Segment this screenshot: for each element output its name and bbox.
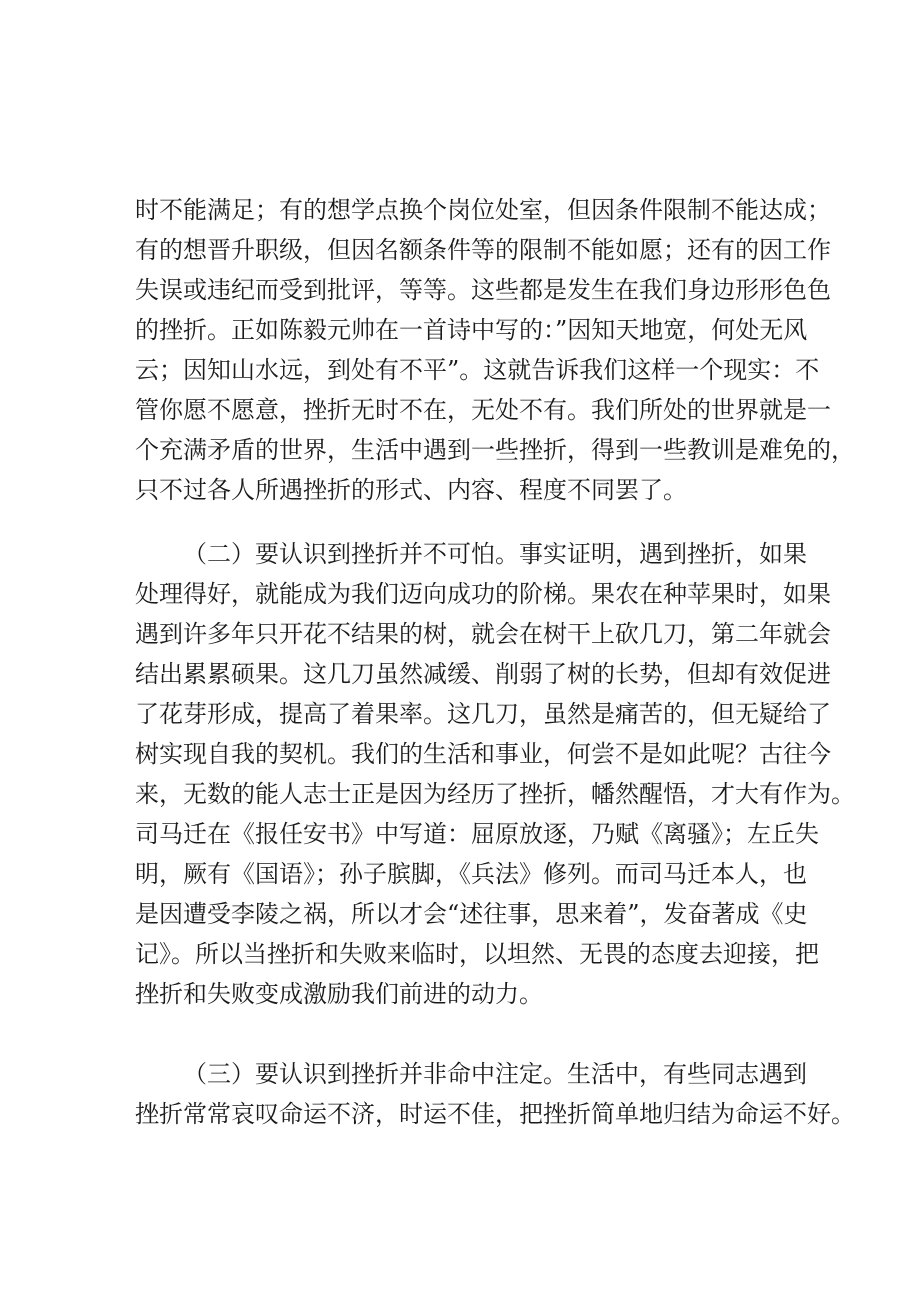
text-line: 是因遭受李陵之祸，所以才会“述往事，思来着”，发奋著成《史 <box>135 900 808 928</box>
text-line: 的挫折。正如陈毅元帅在一首诗中写的：”因知天地宽，何处无风 <box>135 316 808 344</box>
text-line: 了花芽形成，提高了着果率。这几刀，虽然是痛苦的，但无疑给了 <box>135 700 831 728</box>
paragraph-heading-line: （三）要认识到挫折并非命中注定。生活中，有些同志遇到 <box>183 1060 807 1088</box>
text-line: 有的想晋升职级，但因名额条件等的限制不能如愿；还有的因工作 <box>135 236 831 264</box>
text-line: 挫折常常哀叹命运不济，时运不佳，把挫折简单地归结为命运不好。 <box>135 1100 855 1128</box>
paragraph-2 <box>135 534 855 1014</box>
text-line: 云；因知山水远，到处有不平”。这就告诉我们这样一个现实：不 <box>135 356 820 384</box>
paragraph-1 <box>135 190 855 510</box>
text-line: 遇到许多年只开花不结果的树，就会在树干上砍几刀，第二年就会 <box>135 620 831 648</box>
paragraph-3 <box>135 1054 855 1134</box>
text-line: 明，厥有《国语》；孙子膑脚，《兵法》修列。而司马迁本人，也 <box>135 860 807 888</box>
text-line: 时不能满足；有的想学点换个岗位处室，但因条件限制不能达成； <box>135 196 831 224</box>
paragraph-heading-line: （二）要认识到挫折并不可怕。事实证明，遇到挫折，如果 <box>183 540 807 568</box>
text-line: 失误或违纪而受到批评，等等。这些都是发生在我们身边形形色色 <box>135 276 831 304</box>
text-line: 司马迁在《报任安书》中写道：屈原放逐，乃赋《离骚》；左丘失 <box>135 820 819 848</box>
text-line: 来，无数的能人志士正是因为经历了挫折，幡然醒悟，才大有作为。 <box>135 780 855 808</box>
text-line: 记》。所以当挫折和失败来临时，以坦然、无畏的态度去迎接，把 <box>135 940 819 968</box>
text-line: 树实现自我的契机。我们的生活和事业，何尝不是如此呢？古往今 <box>135 740 831 768</box>
text-line: 处理得好，就能成为我们迈向成功的阶梯。果农在种苹果时，如果 <box>135 580 831 608</box>
text-line: 只不过各人所遇挫折的形式、内容、程度不同罢了。 <box>135 476 687 504</box>
text-line: 管你愿不愿意，挫折无时不在，无处不有。我们所处的世界就是一 <box>135 396 831 424</box>
text-line: 挫折和失败变成激励我们前进的动力。 <box>135 980 543 1008</box>
text-line: 结出累累硕果。这几刀虽然减缓、削弱了树的长势，但却有效促进 <box>135 660 831 688</box>
text-line: 个充满矛盾的世界，生活中遇到一些挫折，得到一些教训是难免的， <box>135 436 855 464</box>
